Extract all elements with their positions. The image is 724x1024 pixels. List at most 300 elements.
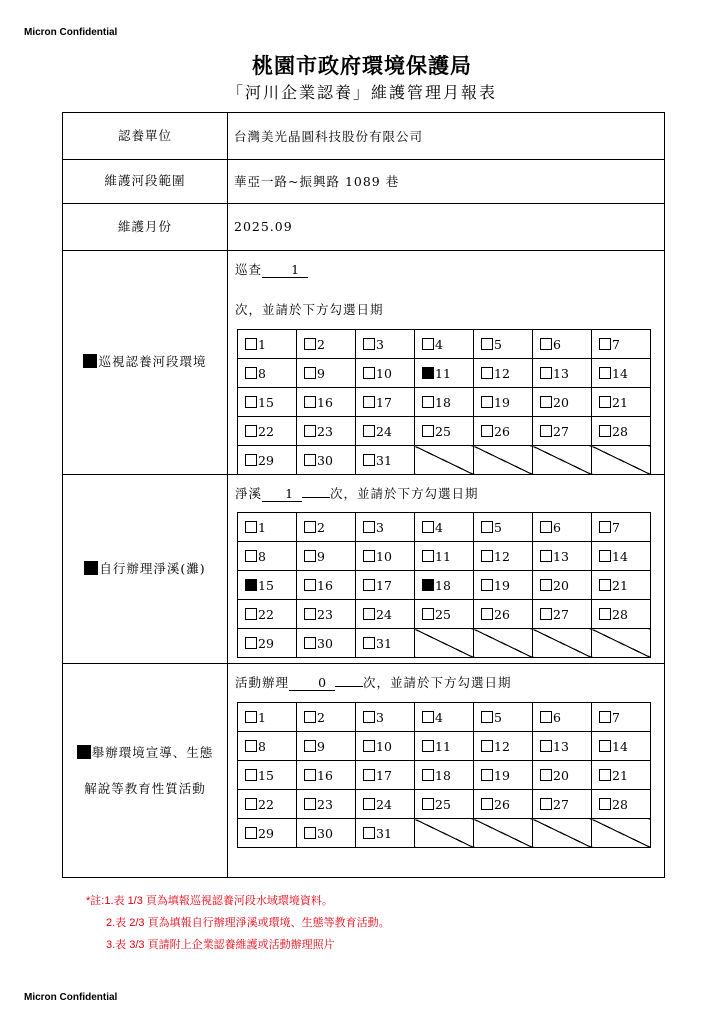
date-cell-21[interactable] <box>592 388 651 417</box>
date-cell-25[interactable] <box>415 600 474 629</box>
checkbox[interactable] <box>363 367 375 379</box>
date-number: 27 <box>553 423 569 439</box>
date-number: 15 <box>258 767 274 783</box>
date-number: 28 <box>612 606 628 622</box>
date-number: 14 <box>612 365 628 381</box>
checkbox[interactable] <box>363 396 375 408</box>
date-cell-14[interactable] <box>592 732 651 761</box>
checkbox[interactable] <box>540 338 552 350</box>
confidential-footer: Micron Confidential <box>24 992 118 1003</box>
checkbox[interactable] <box>599 521 611 533</box>
date-cell-1[interactable] <box>238 703 297 732</box>
checkbox[interactable] <box>245 550 257 562</box>
date-number: 19 <box>494 394 510 410</box>
date-cell-20[interactable] <box>533 388 592 417</box>
date-cell-12[interactable] <box>474 542 533 571</box>
date-cell-13[interactable] <box>533 732 592 761</box>
checkbox[interactable] <box>599 425 611 437</box>
date-cell-29[interactable] <box>238 819 297 848</box>
checkbox[interactable] <box>481 425 493 437</box>
date-cell-30[interactable] <box>297 629 356 658</box>
date-number: 3 <box>376 519 384 535</box>
date-cell-19[interactable] <box>474 571 533 600</box>
checkbox[interactable] <box>599 711 611 723</box>
empty-cell <box>533 819 592 848</box>
checkbox[interactable] <box>304 769 316 781</box>
checkbox[interactable] <box>245 367 257 379</box>
date-number: 1 <box>258 336 266 352</box>
date-number: 6 <box>553 709 561 725</box>
date-cell-12[interactable] <box>474 732 533 761</box>
checkbox[interactable] <box>422 798 434 810</box>
checkbox[interactable] <box>304 798 316 810</box>
checkbox[interactable] <box>363 338 375 350</box>
date-number: 25 <box>435 606 451 622</box>
section-3-label: 舉辦環境宣導、生態 解說等教育性質活動 <box>63 663 227 878</box>
empty-cell <box>474 819 533 848</box>
checkbox[interactable] <box>599 367 611 379</box>
date-number: 20 <box>553 577 569 593</box>
date-cell-11[interactable] <box>415 359 474 388</box>
date-cell-26[interactable] <box>474 417 533 446</box>
checkbox[interactable] <box>245 454 257 466</box>
date-cell-6[interactable] <box>533 703 592 732</box>
date-number: 6 <box>553 336 561 352</box>
date-number: 7 <box>612 519 620 535</box>
date-number: 1 <box>258 519 266 535</box>
date-number: 9 <box>317 738 325 754</box>
checkbox[interactable] <box>599 740 611 752</box>
date-cell-7[interactable] <box>592 513 651 542</box>
checkbox[interactable] <box>422 550 434 562</box>
checkbox[interactable] <box>245 769 257 781</box>
checkbox[interactable] <box>304 367 316 379</box>
date-number: 25 <box>435 796 451 812</box>
date-cell-18[interactable] <box>415 388 474 417</box>
date-number: 17 <box>376 394 392 410</box>
checkbox[interactable] <box>599 396 611 408</box>
checkbox[interactable] <box>422 608 434 620</box>
date-number: 23 <box>317 606 333 622</box>
date-cell-26[interactable] <box>474 600 533 629</box>
date-cell-14[interactable] <box>592 542 651 571</box>
range-value: 華亞一路~振興路 1089 巷 <box>234 174 400 189</box>
checkbox[interactable] <box>422 711 434 723</box>
date-cell-28[interactable] <box>592 790 651 819</box>
checkbox[interactable] <box>363 608 375 620</box>
checkbox[interactable] <box>304 637 316 649</box>
date-cell-9[interactable] <box>297 542 356 571</box>
checkbox[interactable] <box>422 769 434 781</box>
date-cell-17[interactable] <box>356 571 415 600</box>
month-label: 維護月份 <box>117 218 172 234</box>
unit-value: 台灣美光晶圓科技股份有限公司 <box>234 129 424 144</box>
date-cell-31[interactable] <box>356 446 415 475</box>
note-1: *註:1.表 1/3 頁為填報巡視認養河段水域環境資料。 <box>86 895 333 907</box>
date-number: 28 <box>612 423 628 439</box>
checkbox[interactable] <box>481 338 493 350</box>
checkbox[interactable] <box>599 608 611 620</box>
date-number: 5 <box>494 519 502 535</box>
date-cell-29[interactable] <box>238 446 297 475</box>
date-cell-8[interactable] <box>238 732 297 761</box>
date-number: 25 <box>435 423 451 439</box>
date-number: 28 <box>612 796 628 812</box>
date-number: 17 <box>376 767 392 783</box>
checkbox[interactable] <box>422 396 434 408</box>
date-number: 12 <box>494 548 510 564</box>
checkbox[interactable] <box>481 608 493 620</box>
checkbox[interactable] <box>304 827 316 839</box>
page-subtitle: 「河川企業認養」維護管理月報表 <box>226 83 497 102</box>
date-number: 1 <box>258 709 266 725</box>
date-cell-22[interactable] <box>238 600 297 629</box>
empty-cell <box>415 629 474 658</box>
checked-marker <box>83 354 97 368</box>
section-2-date-grid <box>237 512 651 658</box>
date-number: 29 <box>258 825 274 841</box>
date-number: 31 <box>376 825 392 841</box>
checkbox[interactable] <box>540 425 552 437</box>
checkbox[interactable] <box>540 579 552 591</box>
checkbox[interactable] <box>245 608 257 620</box>
checkbox[interactable] <box>481 521 493 533</box>
checkbox[interactable] <box>304 338 316 350</box>
date-number: 7 <box>612 709 620 725</box>
date-cell-17[interactable] <box>356 761 415 790</box>
empty-cell <box>592 819 651 848</box>
checkbox[interactable] <box>540 608 552 620</box>
date-cell-29[interactable] <box>238 629 297 658</box>
checkbox[interactable] <box>363 637 375 649</box>
checkbox[interactable] <box>422 338 434 350</box>
date-number: 8 <box>258 738 266 754</box>
date-number: 10 <box>376 738 392 754</box>
date-cell-7[interactable] <box>592 703 651 732</box>
date-number: 19 <box>494 577 510 593</box>
checkbox[interactable] <box>481 396 493 408</box>
checkbox[interactable] <box>540 396 552 408</box>
date-number: 10 <box>376 365 392 381</box>
date-number: 9 <box>317 548 325 564</box>
date-cell-10[interactable] <box>356 359 415 388</box>
checkbox[interactable] <box>481 367 493 379</box>
checkbox[interactable] <box>540 769 552 781</box>
date-number: 10 <box>376 548 392 564</box>
checkbox[interactable] <box>540 550 552 562</box>
date-cell-24[interactable] <box>356 417 415 446</box>
date-cell-11[interactable] <box>415 732 474 761</box>
checkbox[interactable] <box>481 550 493 562</box>
date-cell-3[interactable] <box>356 513 415 542</box>
date-number: 12 <box>494 738 510 754</box>
date-number: 22 <box>258 606 274 622</box>
checkbox[interactable] <box>540 740 552 752</box>
empty-cell <box>533 446 592 475</box>
checkbox[interactable] <box>540 367 552 379</box>
date-cell-31[interactable] <box>356 819 415 848</box>
date-cell-2[interactable] <box>297 703 356 732</box>
section-3-date-grid <box>237 702 651 848</box>
date-number: 29 <box>258 452 274 468</box>
date-cell-15[interactable] <box>238 388 297 417</box>
checkbox[interactable] <box>481 798 493 810</box>
date-cell-8[interactable] <box>238 542 297 571</box>
checkbox[interactable] <box>540 798 552 810</box>
date-cell-5[interactable] <box>474 330 533 359</box>
date-cell-8[interactable] <box>238 359 297 388</box>
date-number: 11 <box>435 548 451 564</box>
date-number: 6 <box>553 519 561 535</box>
date-number: 8 <box>258 365 266 381</box>
section-2-label: 自行辦理淨溪(灘) <box>63 474 227 663</box>
date-number: 2 <box>317 709 325 725</box>
date-number: 29 <box>258 635 274 651</box>
date-number: 23 <box>317 423 333 439</box>
date-cell-25[interactable] <box>415 417 474 446</box>
checkbox[interactable] <box>481 579 493 591</box>
checkbox[interactable] <box>245 740 257 752</box>
checked-checkbox[interactable] <box>422 579 434 591</box>
checkbox[interactable] <box>304 608 316 620</box>
date-cell-6[interactable] <box>533 513 592 542</box>
checkbox[interactable] <box>363 711 375 723</box>
date-number: 21 <box>612 394 628 410</box>
page-title: 桃園市政府環境保護局 <box>252 53 472 78</box>
date-cell-7[interactable] <box>592 330 651 359</box>
checkbox[interactable] <box>363 454 375 466</box>
date-cell-23[interactable] <box>297 417 356 446</box>
checkbox[interactable] <box>304 579 316 591</box>
date-number: 14 <box>612 548 628 564</box>
date-cell-15[interactable] <box>238 761 297 790</box>
date-cell-1[interactable] <box>238 330 297 359</box>
checkbox[interactable] <box>245 711 257 723</box>
section-1-label: 巡視認養河段環境 <box>63 250 227 474</box>
date-cell-25[interactable] <box>415 790 474 819</box>
date-number: 13 <box>553 738 569 754</box>
confidential-header: Micron Confidential <box>24 27 118 38</box>
date-cell-19[interactable] <box>474 761 533 790</box>
month-value: 2025.09 <box>234 219 293 234</box>
checkbox[interactable] <box>363 798 375 810</box>
date-cell-31[interactable] <box>356 629 415 658</box>
date-cell-1[interactable] <box>238 513 297 542</box>
empty-cell <box>533 629 592 658</box>
date-cell-10[interactable] <box>356 542 415 571</box>
section-1-intro: 巡查 1 <box>235 260 308 278</box>
date-cell-20[interactable] <box>533 761 592 790</box>
date-number: 2 <box>317 336 325 352</box>
date-cell-13[interactable] <box>533 542 592 571</box>
section-2-count: 1 <box>262 487 302 502</box>
checkbox[interactable] <box>245 827 257 839</box>
checkbox[interactable] <box>422 521 434 533</box>
checkbox[interactable] <box>245 425 257 437</box>
section-1-count: 1 <box>262 263 308 278</box>
date-cell-21[interactable] <box>592 761 651 790</box>
date-number: 30 <box>317 825 333 841</box>
section-2-intro: 淨溪 1 次，並請於下方勾選日期 <box>235 486 479 501</box>
checkbox[interactable] <box>304 396 316 408</box>
date-number: 30 <box>317 635 333 651</box>
checkbox[interactable] <box>363 550 375 562</box>
date-cell-22[interactable] <box>238 790 297 819</box>
date-cell-10[interactable] <box>356 732 415 761</box>
date-number: 18 <box>435 767 451 783</box>
date-cell-28[interactable] <box>592 600 651 629</box>
checkbox[interactable] <box>304 425 316 437</box>
checked-checkbox[interactable] <box>245 579 257 591</box>
date-cell-17[interactable] <box>356 388 415 417</box>
date-number: 8 <box>258 548 266 564</box>
date-cell-5[interactable] <box>474 703 533 732</box>
date-cell-14[interactable] <box>592 359 651 388</box>
checkbox[interactable] <box>304 740 316 752</box>
date-cell-27[interactable] <box>533 417 592 446</box>
section-1-date-grid <box>237 329 651 475</box>
checkbox[interactable] <box>599 579 611 591</box>
date-number: 11 <box>435 738 451 754</box>
empty-cell <box>592 629 651 658</box>
date-cell-21[interactable] <box>592 571 651 600</box>
date-cell-27[interactable] <box>533 600 592 629</box>
checkbox[interactable] <box>363 769 375 781</box>
date-number: 16 <box>317 767 333 783</box>
date-cell-19[interactable] <box>474 388 533 417</box>
date-number: 9 <box>317 365 325 381</box>
date-number: 19 <box>494 767 510 783</box>
date-cell-5[interactable] <box>474 513 533 542</box>
date-number: 3 <box>376 336 384 352</box>
date-cell-18[interactable] <box>415 761 474 790</box>
date-cell-2[interactable] <box>297 330 356 359</box>
date-cell-24[interactable] <box>356 790 415 819</box>
checkbox[interactable] <box>245 521 257 533</box>
checkbox[interactable] <box>363 425 375 437</box>
date-cell-4[interactable] <box>415 703 474 732</box>
checkbox[interactable] <box>304 521 316 533</box>
date-number: 26 <box>494 423 510 439</box>
date-cell-4[interactable] <box>415 513 474 542</box>
date-cell-2[interactable] <box>297 513 356 542</box>
checkbox[interactable] <box>363 579 375 591</box>
checkbox[interactable] <box>422 425 434 437</box>
checked-checkbox[interactable] <box>422 367 434 379</box>
empty-cell <box>592 446 651 475</box>
date-cell-13[interactable] <box>533 359 592 388</box>
date-number: 2 <box>317 519 325 535</box>
date-number: 4 <box>435 709 443 725</box>
date-cell-27[interactable] <box>533 790 592 819</box>
checkbox[interactable] <box>304 454 316 466</box>
date-cell-9[interactable] <box>297 732 356 761</box>
date-cell-26[interactable] <box>474 790 533 819</box>
date-cell-16[interactable] <box>297 571 356 600</box>
date-number: 18 <box>435 394 451 410</box>
report-form <box>62 112 665 878</box>
checkbox[interactable] <box>599 769 611 781</box>
date-cell-4[interactable] <box>415 330 474 359</box>
date-number: 5 <box>494 709 502 725</box>
date-cell-28[interactable] <box>592 417 651 446</box>
date-number: 23 <box>317 796 333 812</box>
date-number: 27 <box>553 606 569 622</box>
date-cell-16[interactable] <box>297 761 356 790</box>
date-cell-12[interactable] <box>474 359 533 388</box>
date-cell-9[interactable] <box>297 359 356 388</box>
checkbox[interactable] <box>540 521 552 533</box>
date-number: 21 <box>612 577 628 593</box>
checkbox[interactable] <box>599 338 611 350</box>
date-number: 15 <box>258 394 274 410</box>
date-number: 26 <box>494 796 510 812</box>
checkbox[interactable] <box>363 521 375 533</box>
checkbox[interactable] <box>245 637 257 649</box>
date-number: 17 <box>376 577 392 593</box>
date-number: 16 <box>317 577 333 593</box>
date-cell-30[interactable] <box>297 819 356 848</box>
date-number: 12 <box>494 365 510 381</box>
date-number: 13 <box>553 548 569 564</box>
checkbox[interactable] <box>481 711 493 723</box>
date-cell-23[interactable] <box>297 600 356 629</box>
date-cell-23[interactable] <box>297 790 356 819</box>
date-cell-3[interactable] <box>356 703 415 732</box>
date-cell-20[interactable] <box>533 571 592 600</box>
date-cell-24[interactable] <box>356 600 415 629</box>
date-number: 14 <box>612 738 628 754</box>
checkbox[interactable] <box>363 827 375 839</box>
checkbox[interactable] <box>481 740 493 752</box>
date-cell-6[interactable] <box>533 330 592 359</box>
checked-marker <box>77 745 91 759</box>
date-number: 24 <box>376 423 392 439</box>
date-cell-18[interactable] <box>415 571 474 600</box>
date-number: 22 <box>258 796 274 812</box>
date-cell-16[interactable] <box>297 388 356 417</box>
date-number: 21 <box>612 767 628 783</box>
date-cell-3[interactable] <box>356 330 415 359</box>
checkbox[interactable] <box>422 740 434 752</box>
checkbox[interactable] <box>245 798 257 810</box>
date-cell-15[interactable] <box>238 571 297 600</box>
date-number: 18 <box>435 577 451 593</box>
checkbox[interactable] <box>304 711 316 723</box>
date-cell-11[interactable] <box>415 542 474 571</box>
checkbox[interactable] <box>540 711 552 723</box>
date-number: 31 <box>376 635 392 651</box>
date-number: 3 <box>376 709 384 725</box>
checkbox[interactable] <box>481 769 493 781</box>
section-1-instruction: 次，並請於下方勾選日期 <box>235 302 384 317</box>
date-cell-30[interactable] <box>297 446 356 475</box>
date-number: 24 <box>376 796 392 812</box>
range-label: 維護河段範圍 <box>104 173 186 188</box>
unit-label: 認養單位 <box>117 128 172 143</box>
checkbox[interactable] <box>363 740 375 752</box>
checkbox[interactable] <box>245 396 257 408</box>
date-number: 31 <box>376 452 392 468</box>
checkbox[interactable] <box>245 338 257 350</box>
checkbox[interactable] <box>304 550 316 562</box>
checkbox[interactable] <box>599 550 611 562</box>
date-number: 26 <box>494 606 510 622</box>
date-cell-22[interactable] <box>238 417 297 446</box>
checkbox[interactable] <box>599 798 611 810</box>
date-number: 11 <box>435 365 451 381</box>
date-number: 27 <box>553 796 569 812</box>
